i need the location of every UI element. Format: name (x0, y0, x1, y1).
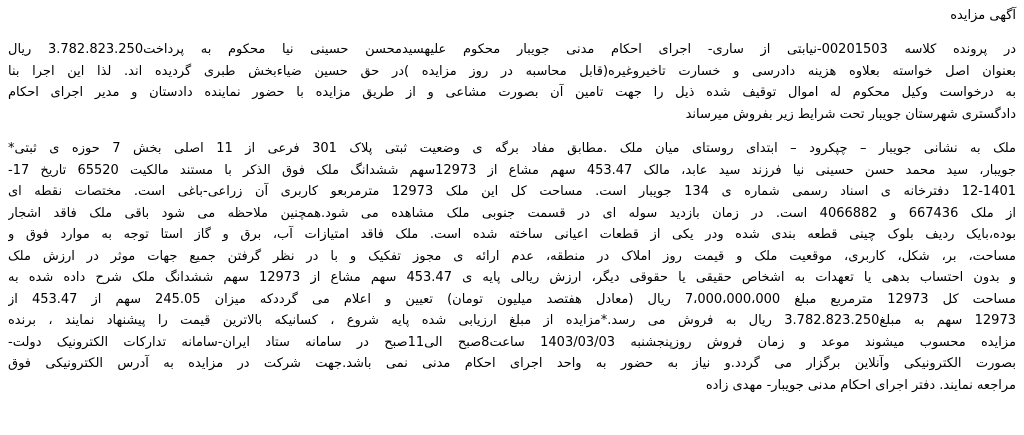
intro-line: در پرونده کلاسه 00201503-نیابتی از ساری- اجرای احکام مدنی جویبار محکوم علیهسیدمحسن حسینی نیا محکوم به پرداخت3.782.823.250 ریال (8, 42, 1016, 57)
intro-line: به درخواست وکیل محکوم له اموال توقیف شده ذیل را جهت تامین آن بصورت مشاعی و از طریق مزایده با حضور نماینده دادستان و مدیر اجرای احکام (8, 85, 1016, 100)
notice-title: آگهی مزایده (950, 8, 1016, 23)
notice-intro-paragraph (8, 39, 1016, 125)
details-line: بصورت الکترونیکی وآنلاین برگزار می گردد.و نیاز به حضور به واحد اجرای احکام مدنی نمی باشد.جهت شرکت در مزایده به آدرس الکترونیکی فوق (8, 356, 1016, 371)
details-line: بوده،بایک ردیف بلوک چینی قطعه بندی شده ودر یکی از قطعات اعیانی ساخته شده است. ملک فاقد امتیازات آب، برق و گاز استا توجه به موارد فوق و (8, 227, 1016, 242)
notice-property-details (8, 138, 1016, 396)
details-line: 12-1401 دفترخانه ی اسناد رسمی شماره ی 134 جویبار است. مساحت کل این ملک 12973 مترمربعو کاربری آن زراعی-باغی است. مختصات نقطه ای (8, 184, 1016, 199)
details-line: مزایده محسوب میشوند موعد و زمان فروش روزپنجشنبه 1403/03/03 ساعت8صبح الی11صبح در سامانه ستاد ایران-سامانه تدارکات الکترونیک دولت- (8, 334, 1016, 350)
details-line: و بدون احتساب بدهی یا تعهدات به اشخاص حقیقی یا حقوقی دیگر، ارزش ریالی پایه ی 453.47 سهم مشاع از 12973 سهم ششدانگ ملک شرح داده شده به (8, 270, 1016, 285)
details-line: مراجعه نمایند. دفتر اجرای احکام مدنی جویبار- مهدی زاده (705, 377, 1016, 393)
details-line: مساحت، بر، شکل، کاربری، موقعیت ملک و قیمت روز املاک در منطقه، عدم ارائه ی مجوز تفکیک و با در نظر گرفتن جمیع جهات موثر در ارزش ملک (8, 248, 1016, 264)
intro-line: بعنوان اصل خواسته بعلاوه هزینه دادرسی و خسارت تاخیروغیره(قابل محاسبه در روز مزایده )در حق حسین ضیاءبخش طبری گردیده اند. لذا این اجرا بنا (8, 63, 1016, 79)
intro-line: دادگستری شهرستان جویبار تحت شرایط زیر بفروش میرساند (685, 106, 1016, 122)
details-line: از ملک 667436 و 4066882 است. در زمان بازدید سوله ای در قسمت جنوبی ملک مشاهده می شود.همچنین ملاحظه می شود باقی ملک فاقد اشجار (8, 205, 1016, 221)
details-line: جویبار، سید محمد حسن حسینی نیا فرزند سید عابد، مالک 453.47 سهم مشاع از 12973سهم ششدانگ ملک فوق الذکر با مستند مالکیت 65520 تاریخ 17- (8, 162, 1016, 178)
details-line: ملک به نشانی جویبار – چپکرود – ابتدای روستای میان ملک .مطابق مفاد برگه ی وضعیت ثبتی پلاک 301 فرعی از 11 اصلی بخش 7 حوزه ی ثبتی* (8, 141, 1016, 156)
details-line: مساحت کل 12973 مترمربع مبلغ 7،000،000،000 ریال (معادل هفتصد میلیون تومان) تعیین و اعلام می گرددکه میزان 245.05 سهم از 453.47 از (8, 291, 1016, 307)
details-line: 12973 سهم به مبلغ3.782.823.250 ریال به فروش می رسد.*مزایده از مبلغ ارزیابی شده پایه شروع ، کسانیکه بالاترین قیمت را پیشنهاد نمایند ، برنده (8, 313, 1016, 328)
